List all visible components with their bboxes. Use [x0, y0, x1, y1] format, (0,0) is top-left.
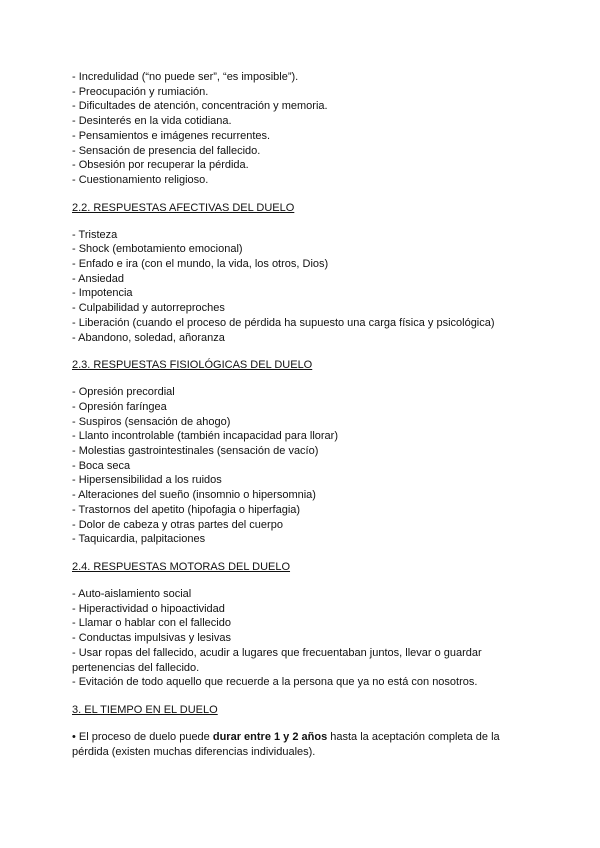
list-item: - Taquicardia, palpitaciones: [72, 533, 206, 546]
list-item: - Sensación de presencia del fallecido.: [72, 144, 261, 157]
list-item: - Hipersensibilidad a los ruidos: [72, 474, 222, 487]
list-item: - Preocupación y rumiación.: [72, 85, 209, 98]
section-heading-physiological: 2.3. RESPUESTAS FISIOLÓGICAS DEL DUELO: [72, 359, 313, 372]
list-item: - Alteraciones del sueño (insomnio o hipersomnia): [72, 489, 316, 502]
list-item: - Llamar o hablar con el fallecido: [72, 617, 231, 630]
section-heading-time: 3. EL TIEMPO EN EL DUELO: [72, 703, 218, 716]
list-item: - Impotencia: [72, 287, 133, 300]
list-item: - Hiperactividad o hipoactividad: [72, 602, 225, 615]
time-text-before: El proceso de duelo puede: [75, 730, 213, 743]
list-item: - Shock (embotamiento emocional): [72, 243, 243, 256]
list-item: - Culpabilidad y autorreproches: [72, 302, 225, 315]
cognitive-list: [72, 70, 532, 188]
list-item: - Ansiedad: [72, 272, 124, 285]
list-item: - Dolor de cabeza y otras partes del cuerpo: [72, 518, 283, 531]
list-item: - Usar ropas del fallecido, acudir a lugares que frecuentaban juntos, llevar o guardar pertenencias del fallecido.: [72, 646, 482, 674]
list-item: - Tristeza: [72, 228, 118, 241]
time-text-after: hasta la aceptación completa de la pérdida (existen muchas diferencias individuales).: [72, 730, 500, 758]
section-heading-motor: 2.4. RESPUESTAS MOTORAS DEL DUELO: [72, 560, 291, 573]
physiological-list: [72, 385, 532, 547]
list-item: - Auto-aislamiento social: [72, 587, 192, 600]
list-item: - Boca seca: [72, 459, 131, 472]
list-item: - Dificultades de atención, concentración y memoria.: [72, 100, 328, 113]
list-item: - Molestias gastrointestinales (sensación de vacío): [72, 445, 319, 458]
document-page: [72, 70, 532, 759]
list-item: - Cuestionamiento religioso.: [72, 173, 209, 186]
list-item: - Llanto incontrolable (también incapacidad para llorar): [72, 430, 338, 443]
time-text-bold: durar entre 1 y 2 años: [212, 730, 328, 743]
time-paragraph: [72, 730, 512, 759]
list-item: - Desinterés en la vida cotidiana.: [72, 115, 232, 128]
list-item: - Conductas impulsivas y lesivas: [72, 632, 231, 645]
list-item: - Evitación de todo aquello que recuerde a la persona que ya no está con nosotros.: [72, 676, 478, 689]
motor-list: [72, 587, 532, 690]
list-item: - Liberación (cuando el proceso de pérdida ha supuesto una carga física y psicológica): [72, 316, 495, 329]
list-item: - Incredulidad (“no puede ser”, “es imposible”).: [72, 71, 299, 83]
list-item: - Enfado e ira (con el mundo, la vida, los otros, Dios): [72, 258, 329, 271]
bullet-icon: •: [72, 730, 76, 743]
list-item: - Trastornos del apetito (hipofagia o hiperfagia): [72, 503, 301, 516]
list-item: - Opresión faríngea: [72, 400, 167, 413]
list-item: - Suspiros (sensación de ahogo): [72, 415, 231, 428]
list-item: - Pensamientos e imágenes recurrentes.: [72, 129, 271, 142]
affective-list: [72, 228, 532, 346]
list-item: - Opresión precordial: [72, 386, 175, 399]
list-item: - Abandono, soledad, añoranza: [72, 331, 225, 344]
section-heading-affective: 2.2. RESPUESTAS AFECTIVAS DEL DUELO: [72, 201, 295, 214]
list-item: - Obsesión por recuperar la pérdida.: [72, 159, 249, 172]
